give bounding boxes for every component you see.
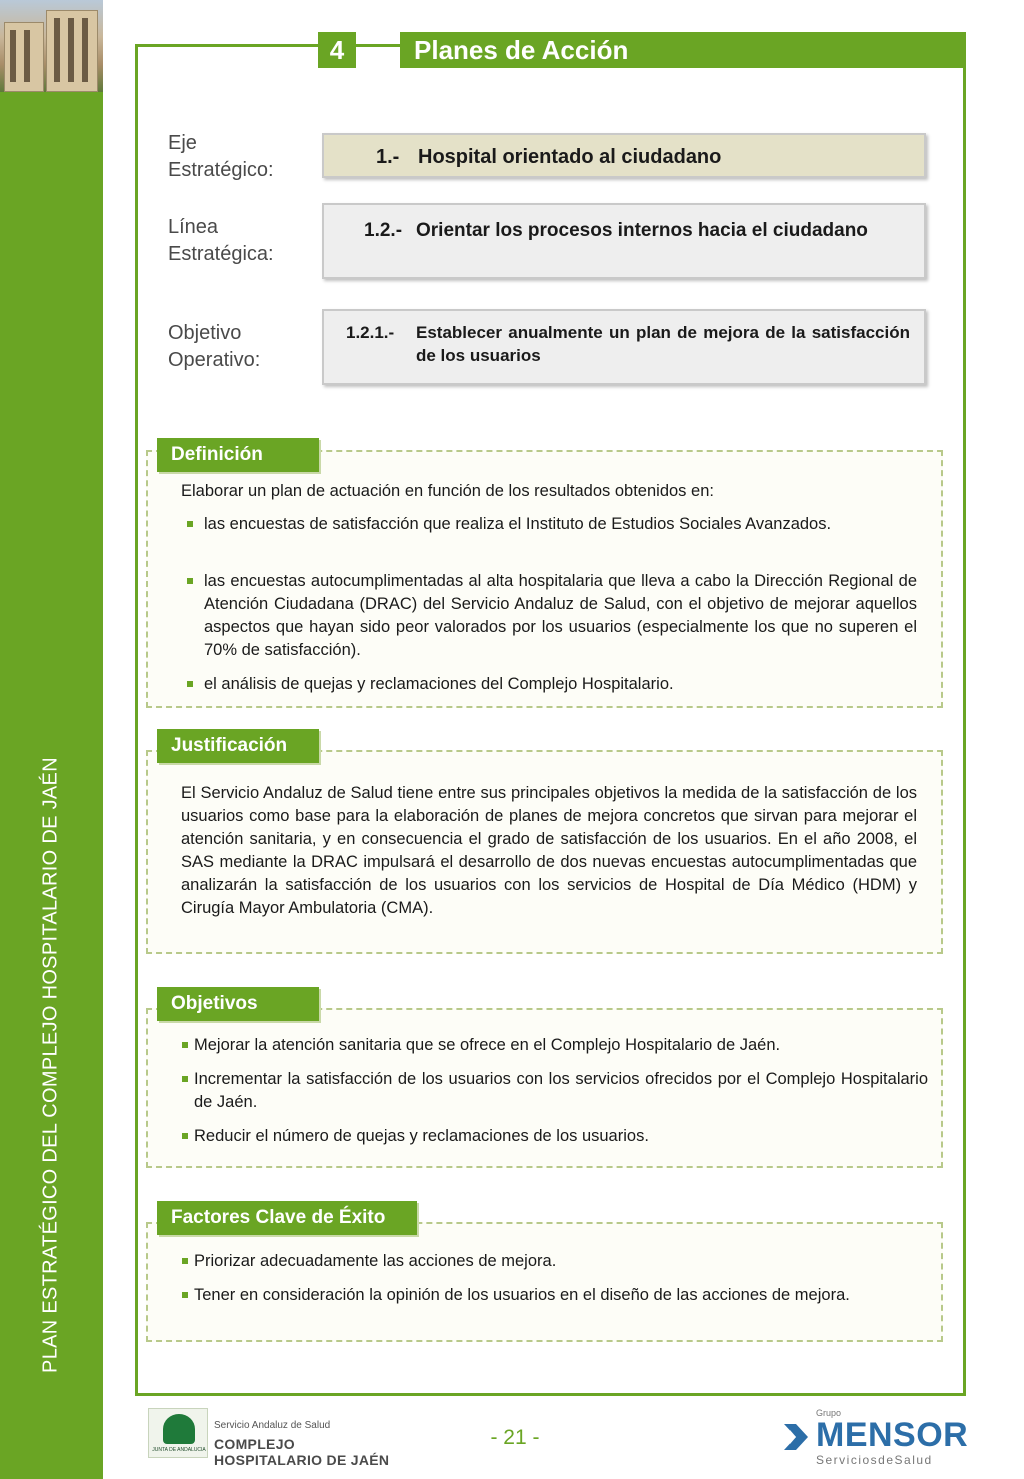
sas-big-text: COMPLEJO HOSPITALARIO DE JAÉN: [214, 1436, 390, 1468]
objetivos-title: Objetivos: [157, 987, 319, 1021]
objetivo-label: Objetivo Operativo:: [168, 322, 261, 371]
eje-number: 1.-: [376, 146, 400, 168]
definicion-bullet-1: las encuestas de satisfacción que realiza el Instituto de Estudios Sociales Avanzados.: [204, 513, 917, 536]
page-number: - 21 -: [490, 1426, 540, 1449]
linea-label: Línea Estratégica:: [168, 216, 274, 265]
definicion-bullet-2: las encuestas autocumplimentadas al alta hospitalaria que lleva a cabo la Dirección Regional de Atención Ciudadana (DRAC) del Servicio Andaluz de Salud, con el objetivo de mejorar aquellos aspectos que hayan sido peor valorados por los usuarios (especialmente los que no superen el 70% de satisfacción).: [204, 570, 917, 662]
justificacion-title: Justificación: [157, 729, 319, 763]
factores-bullet-1: Priorizar adecuadamente las acciones de mejora.: [194, 1250, 928, 1273]
eje-box: [322, 133, 926, 178]
mensor-mark-icon: [782, 1420, 812, 1454]
definicion-intro: Elaborar un plan de actuación en función de los resultados obtenidos en:: [181, 482, 714, 500]
linea-number: 1.2.-: [364, 220, 403, 241]
objetivos-bullet-2: Incrementar la satisfacción de los usuarios con los servicios ofrecidos por el Complejo Hospitalario de Jaén.: [194, 1068, 928, 1114]
objetivo-text: Establecer anualmente un plan de mejora de la satisfacción de los usuarios: [416, 323, 910, 365]
objetivo-number: 1.2.1.-: [346, 323, 395, 342]
chapter-title: Planes de Acción: [400, 32, 966, 68]
factores-section: [146, 1222, 943, 1342]
left-sidebar: PLAN ESTRATÉGICO DEL COMPLEJO HOSPITALARIO DE JAÉN: [0, 0, 103, 1479]
sas-logo: [148, 1408, 398, 1468]
mensor-logo: Grupo MENSOR ServiciosdeSalud: [782, 1408, 962, 1468]
objetivos-bullet-1: Mejorar la atención sanitaria que se ofrece en el Complejo Hospitalario de Jaén.: [194, 1034, 928, 1057]
definicion-title: Definición: [157, 438, 319, 472]
junta-de-andalucia-logo: JUNTA DE ANDALUCIA: [148, 1408, 208, 1458]
coat-of-arms-icon: [163, 1414, 195, 1444]
factores-title: Factores Clave de Éxito: [157, 1201, 417, 1235]
sas-small-text: Servicio Andaluz de Salud: [214, 1420, 331, 1431]
definicion-bullet-3: el análisis de quejas y reclamaciones del Complejo Hospitalario.: [204, 673, 917, 696]
linea-box: [322, 203, 926, 279]
chapter-number: 4: [318, 32, 356, 68]
justificacion-text: El Servicio Andaluz de Salud tiene entre sus principales objetivos la medida de la satisfacción de los usuarios como base para la elaboración de planes de mejora concretos que sirvan para mejorar el atención sanitaria, y en consecuencia el grado de satisfacción de los usuarios. En el año 2008, el SAS mediante la DRAC impulsará el desarrollo de dos nuevas encuestas autocumplimentadas que analizarán la satisfacción de los usuarios con los servicios de Hospital de Día Médico (HDM) y Cirugía Mayor Ambulatoria (CMA).: [181, 784, 917, 917]
factores-bullet-2: Tener en consideración la opinión de los usuarios en el diseño de las acciones de mejora.: [194, 1284, 928, 1307]
linea-text: Orientar los procesos internos hacia el ciudadano: [416, 220, 868, 241]
eje-label: Eje Estratégico:: [168, 132, 274, 181]
eje-text: Hospital orientado al ciudadano: [418, 146, 722, 168]
objetivos-bullet-3: Reducir el número de quejas y reclamaciones de los usuarios.: [194, 1125, 928, 1148]
objetivo-box: [322, 309, 926, 385]
hospital-building-photo: [0, 0, 103, 92]
